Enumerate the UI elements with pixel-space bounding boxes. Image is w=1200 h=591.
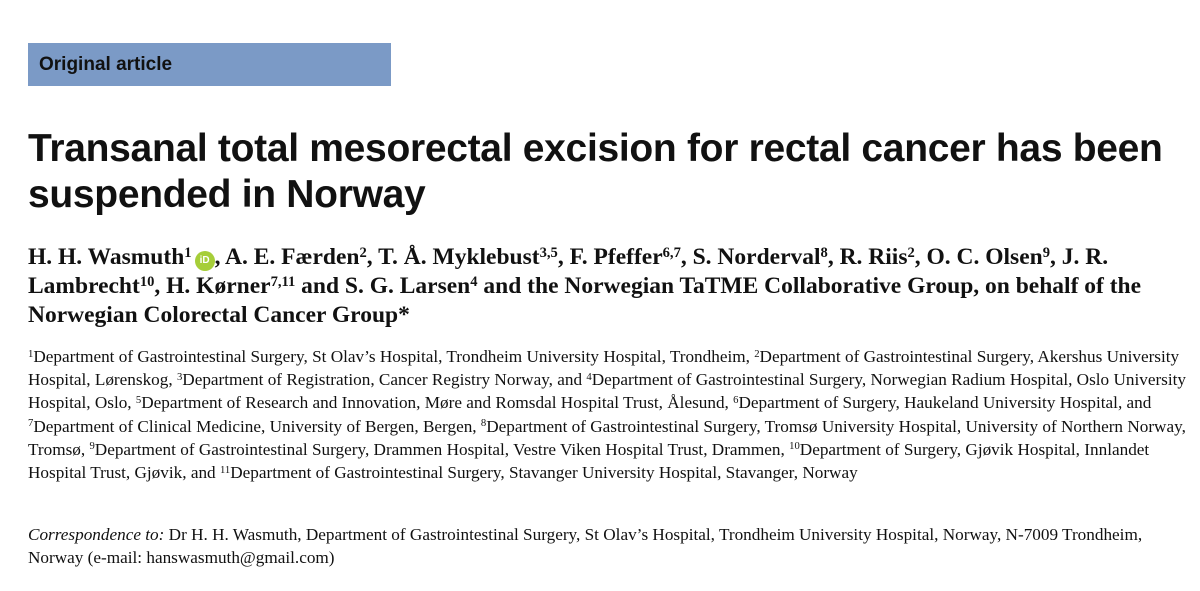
author: S. Norderval$^8$: [692, 244, 828, 270]
author: J. R. Lambrecht$^{10}$: [28, 244, 1109, 299]
affiliations: [28, 345, 1188, 484]
affiliation: $^5$Department of Research and Innovation, Møre and Romsdal Hospital Trust, Ålesund,: [135, 393, 734, 413]
orcid-icon[interactable]: iD: [195, 251, 215, 271]
affiliation: $^7$Department of Clinical Medicine, University of Bergen, Bergen,: [28, 416, 481, 436]
correspondence: [28, 523, 1188, 569]
author: A. E. Færden$^2$: [225, 244, 367, 270]
affiliation: $^8$Department of Gastrointestinal Surgery, Tromsø University Hospital, University of Northern Norway, Tromsø,: [28, 416, 1186, 459]
affiliation: $^4$Department of Gastrointestinal Surgery, Norwegian Radium Hospital, Oslo University Hospital, Oslo,: [28, 370, 1187, 413]
affiliation: $^{10}$Department of Surgery, Gjøvik Hospital, Innlandet Hospital Trust, Gjøvik, and: [28, 439, 1150, 483]
article-title: Transanal total mesorectal excision for rectal cancer has been suspended in Norway: [28, 127, 1163, 216]
author: S. G. Larsen$^4$: [344, 273, 478, 299]
author: T. Å. Myklebust$^{3,5}$: [378, 244, 558, 270]
author: R. Riis$^2$: [839, 244, 915, 270]
author: H. Kørner$^{7,11}$: [166, 273, 296, 299]
affiliation: $^6$Department of Surgery, Haukeland University Hospital, and: [733, 393, 1152, 413]
affiliation: $^{11}$Department of Gastrointestinal Surgery, Stavanger University Hospital, Stavanger, Norway: [219, 463, 858, 483]
article-type-label: Original article: [39, 54, 173, 75]
correspondence-text: Dr H. H. Wasmuth, Department of Gastrointestinal Surgery, St Olav’s Hospital, Trondheim University Hospital, Norway, N-7009 Trondheim, Norway (e-mail: hanswasmuth@gmail.com): [28, 525, 1143, 568]
author-list: H. H. Wasmuth$^1$ iD , A. E. Færden$^2$, T. Å. Myklebust$^{3,5}$, F. Pfeffer$^{6,7}$, S. Norderval$^8$, R. Riis$^2$, O. C. Olsen$^9$, J. R. Lambrecht$^{10}$, H. Kørner$^{7,11}$ and S. G. Larsen$^4$ and the Norwegian TaTME Collaborative Group, on behalf of the Norwegian Colorectal Cancer Group*: [28, 244, 1142, 328]
affiliation: $^1$Department of Gastrointestinal Surgery, St Olav’s Hospital, Trondheim University Hospital, Trondheim,: [28, 347, 755, 366]
affiliation: $^9$Department of Gastrointestinal Surgery, Drammen Hospital, Vestre Viken Hospital Trust, Drammen,: [89, 439, 790, 459]
author-group: and the Norwegian TaTME Collaborative Group, on behalf of the Norwegian Colorectal Cancer Group*: [28, 273, 1142, 328]
author: O. C. Olsen$^9$: [926, 244, 1050, 270]
affiliation: $^3$Department of Registration, Cancer Registry Norway, and: [176, 370, 587, 390]
author: F. Pfeffer$^{6,7}$: [569, 244, 681, 270]
affiliation: $^2$Department of Gastrointestinal Surgery, Akershus University Hospital, Lørenskog,: [28, 347, 1180, 390]
author: H. H. Wasmuth$^1$: [28, 244, 192, 270]
correspondence-label: Correspondence to:: [28, 525, 165, 544]
article-type-badge: [28, 43, 391, 86]
